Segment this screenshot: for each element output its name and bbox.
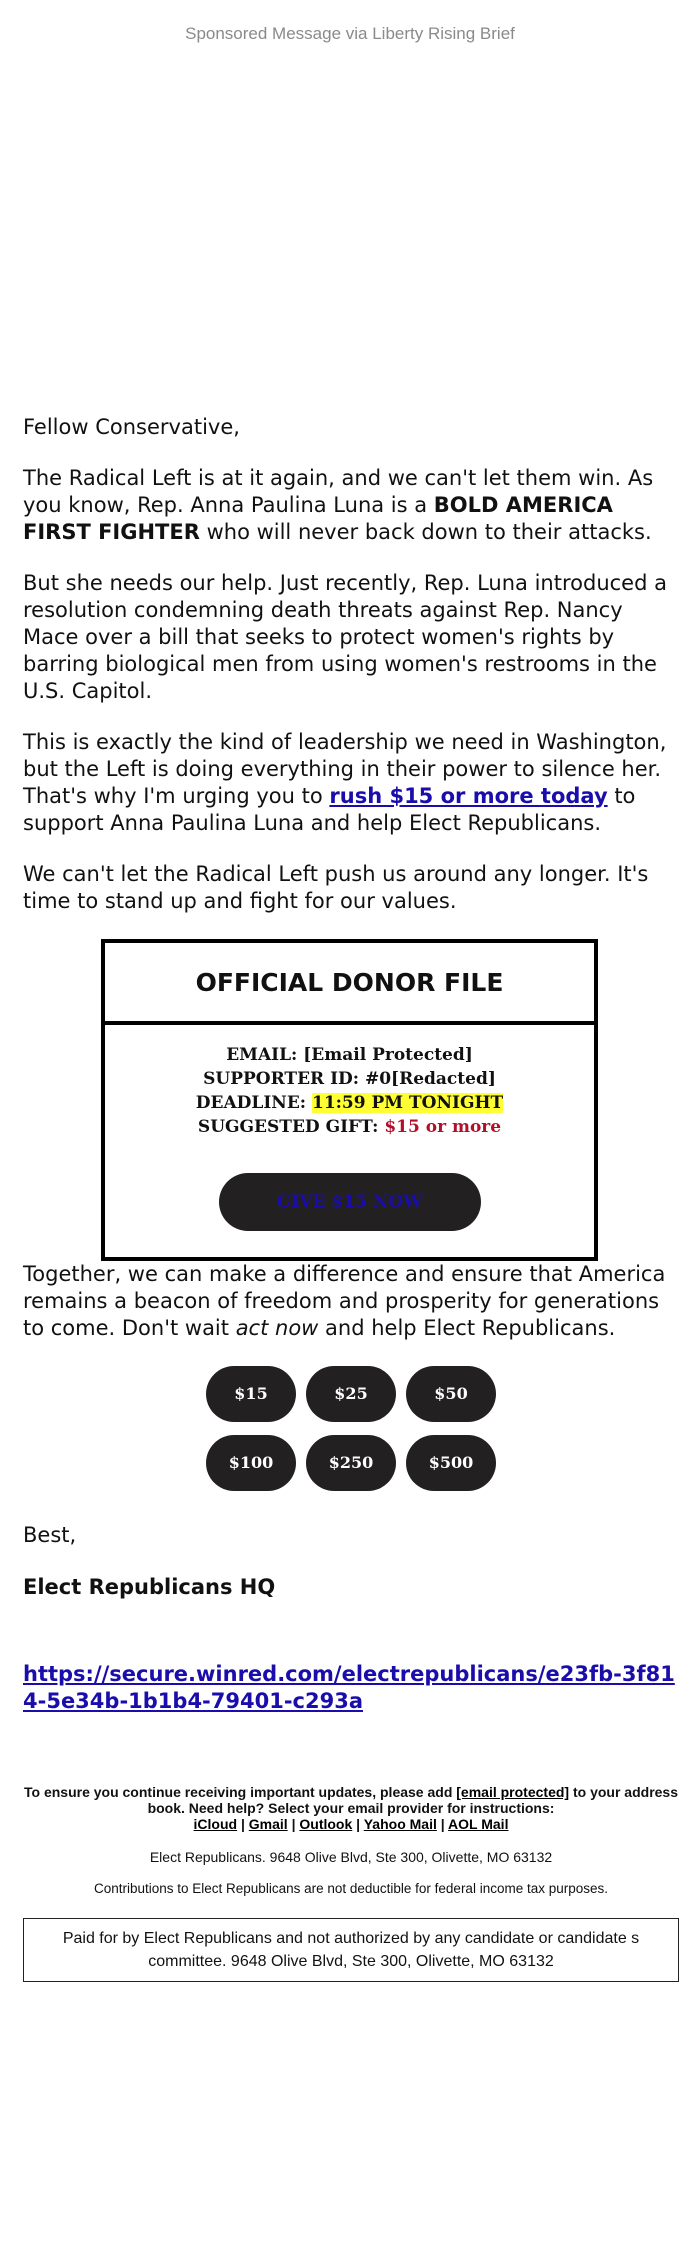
letter-body xyxy=(23,414,679,1715)
donor-file-details xyxy=(105,1025,594,1257)
supporter-label: SUPPORTER ID: xyxy=(203,1069,365,1089)
deadline-label: DEADLINE: xyxy=(195,1093,312,1113)
address-book-notice xyxy=(23,1784,679,1832)
provider-separator: | xyxy=(237,1816,249,1832)
supporter-value: #0[Redacted] xyxy=(364,1069,496,1089)
p5-em: act now xyxy=(235,1316,319,1340)
give-15-now-button[interactable]: GIVE $15 NOW xyxy=(219,1173,481,1231)
email-label: EMAIL: xyxy=(226,1045,304,1065)
amount-250-button[interactable]: $250 xyxy=(306,1435,396,1491)
add-email-link[interactable]: [email protected] xyxy=(456,1784,570,1800)
p5-text: Together, we can make a difference and ensure that America remains a beacon of freedom and prosperity for generations to come. Don't wait xyxy=(23,1262,666,1340)
deadline-value: 11:59 PM TONIGHT xyxy=(312,1093,504,1113)
provider-separator: | xyxy=(436,1816,449,1832)
donor-file-box xyxy=(101,939,598,1261)
donor-email-row xyxy=(105,1043,594,1067)
gift-value: $15 or more xyxy=(384,1117,502,1137)
provider-separator: | xyxy=(352,1816,364,1832)
rush-donate-link[interactable]: rush $15 or more today xyxy=(329,784,608,808)
closing: Best, xyxy=(23,1523,77,1547)
p1-bold: BOLD AMERICA FIRST FIGHTER xyxy=(23,493,613,544)
gift-label: SUGGESTED GIFT: xyxy=(197,1117,385,1137)
email-value: [Email Protected] xyxy=(303,1045,473,1065)
provider-link-yahoo[interactable]: Yahoo Mail xyxy=(363,1816,437,1832)
amount-15-button[interactable]: $15 xyxy=(206,1366,296,1422)
provider-link-aol[interactable]: AOL Mail xyxy=(448,1816,509,1832)
amount-50-button[interactable]: $50 xyxy=(406,1366,496,1422)
p3-text: This is exactly the kind of leadership we need in Washington, but the Left is doing everything in their power to silence her. That's why I'm urging you to xyxy=(23,730,667,808)
p1-end: who will never back down to their attacks. xyxy=(199,520,652,544)
provider-link-icloud[interactable]: iCloud xyxy=(193,1816,238,1832)
paragraph-4: We can't let the Radical Left push us around any longer. It's time to stand up and fight for our values. xyxy=(23,862,649,913)
donation-url-block xyxy=(23,1661,679,1715)
paid-for-disclaimer: Paid for by Elect Republicans and not authorized by any candidate or candidate s committee. 9648 Olive Blvd, Ste 300, Olivette, MO 63132 xyxy=(23,1918,679,1982)
ensure-text-a: To ensure you continue receiving important updates, please add xyxy=(23,1784,457,1800)
amount-25-button[interactable]: $25 xyxy=(306,1366,396,1422)
amount-500-button[interactable]: $500 xyxy=(406,1435,496,1491)
p3-end: to support Anna Paulina Luna and help Elect Republicans. xyxy=(23,784,636,835)
paragraph-5 xyxy=(23,1261,679,1342)
provider-link-gmail[interactable]: Gmail xyxy=(248,1816,288,1832)
supporter-id-row xyxy=(105,1067,594,1091)
signature-name: Elect Republicans HQ xyxy=(23,1575,276,1599)
paragraph-1 xyxy=(23,465,679,546)
p1-text: The Radical Left is at it again, and we can't let them win. As you know, Rep. Anna Paulina Luna is a xyxy=(23,466,654,517)
donation-amounts xyxy=(191,1366,511,1491)
sponsor-line: Sponsored Message via Liberty Rising Brief xyxy=(185,24,515,43)
greeting: Fellow Conservative, xyxy=(23,415,240,439)
p5-end: and help Elect Republicans. xyxy=(318,1316,616,1340)
paragraph-2: But she needs our help. Just recently, Rep. Luna introduced a resolution condemning death threats against Rep. Nancy Mace over a bill that seeks to protect women's rights by barring biological men from using women's restrooms in the U.S. Capitol. xyxy=(23,571,667,703)
ensure-text-b: to your address book. Need help? Select your email provider for instructions: xyxy=(147,1784,678,1816)
deadline-row xyxy=(105,1091,594,1115)
paragraph-3 xyxy=(23,729,679,837)
tax-disclaimer: Contributions to Elect Republicans are not deductible for federal income tax purposes. xyxy=(93,1881,609,1896)
winred-donation-link[interactable]: https://secure.winred.com/electrepublicans/e23fb-3f814-5e34b-1b1b4-79401-c293a xyxy=(23,1662,675,1713)
provider-link-outlook[interactable]: Outlook xyxy=(299,1816,353,1832)
amount-100-button[interactable]: $100 xyxy=(206,1435,296,1491)
donor-file-title: OFFICIAL DONOR FILE xyxy=(105,943,594,1025)
provider-separator: | xyxy=(287,1816,300,1832)
mailing-address: Elect Republicans. 9648 Olive Blvd, Ste 300, Olivette, MO 63132 xyxy=(149,1849,553,1865)
suggested-gift-row xyxy=(105,1115,594,1139)
footer xyxy=(23,1784,679,1982)
